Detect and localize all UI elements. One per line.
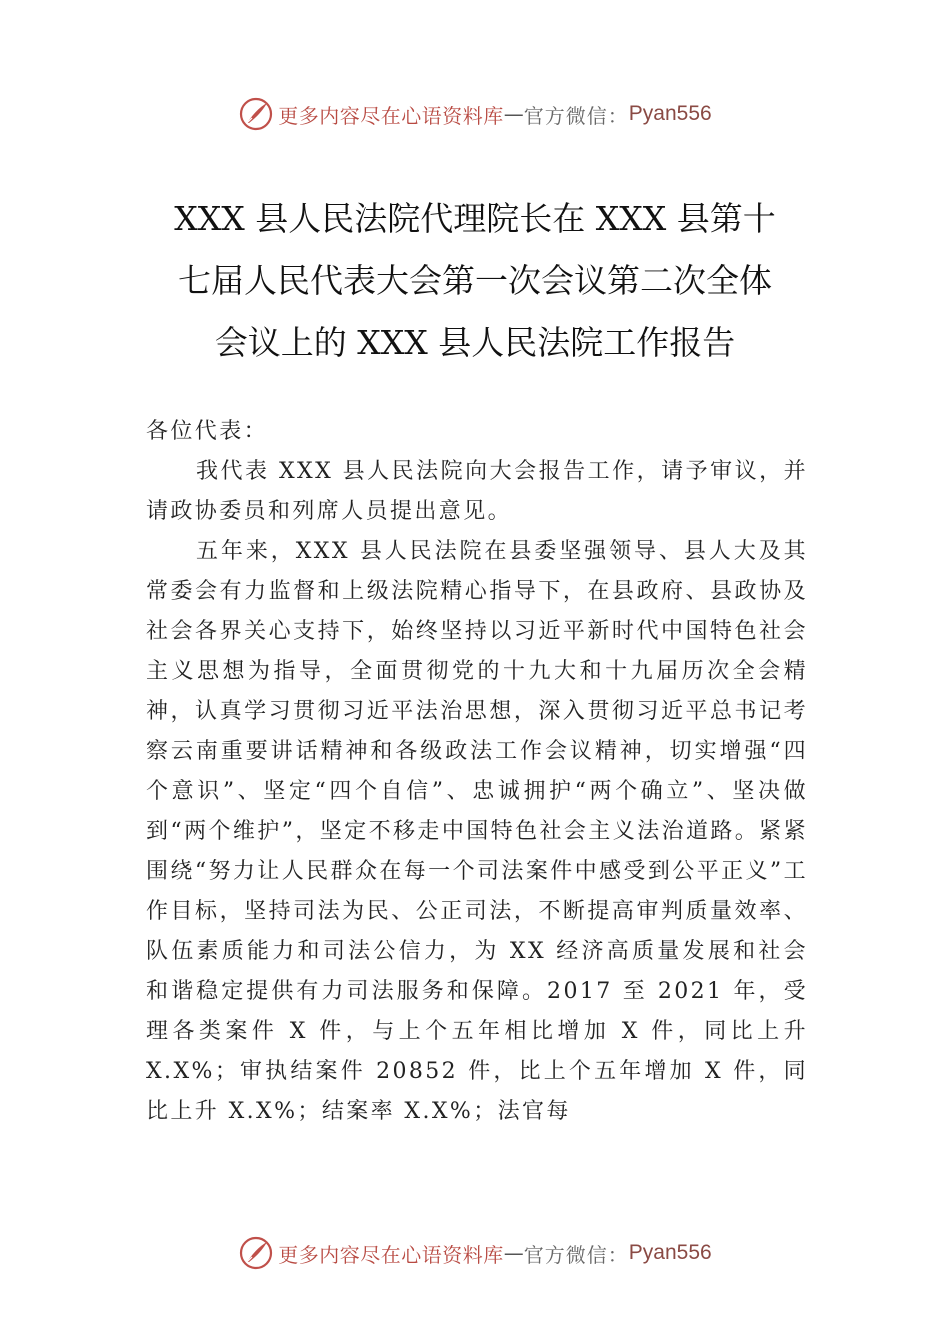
banner-wechat-id: Pyan556	[628, 1241, 712, 1264]
paragraph-2: 五年来，XXX 县人民法院在县委坚强领导、县人大及其常委会有力监督和上级法院精心指导下，在县政府、县政协及社会各界关心支持下，始终坚持以习近平新时代中国特色社会主义思想为指导，全面贯彻党的十九大和十九届历次全会精神，认真学习贯彻习近平法治思想，深入贯彻习近平总书记考察云南重要讲话精神和各级政法工作会议精神，切实增强“四个意识”、坚定“四个自信”、忠诚拥护“两个确立”、坚决做到“两个维护”，坚定不移走中国特色社会主义法治道路。紧紧围绕“努力让人民群众在每一个司法案件中感受到公平正义”工作目标，坚持司法为民、公正司法，不断提高审判质量效率、队伍素质能力和司法公信力，为 XX 经济高质量发展和社会和谐稳定提供有力司法服务和保障。2017 至 2021 年，受理各类案件 X 件，与上个五年相比增加 X 件，同比上升 X.X%；审执结案件 20852 件，比上个五年增加 X 件，同比上升 X.X%；结案率 X.X%；法官每	[146, 539, 808, 1124]
banner-separator: —	[503, 1241, 524, 1265]
banner-wechat-label: 官方微信：	[523, 103, 629, 128]
document-body	[146, 412, 808, 1132]
banner-text: 更多内容尽在心语资料库	[278, 1242, 504, 1267]
banner-separator: —	[503, 102, 524, 126]
salutation: 各位代表：	[146, 419, 269, 444]
title-line-2: 七届人民代表大会第一次会议第二次全体	[178, 261, 772, 300]
banner-text: 更多内容尽在心语资料库	[278, 103, 504, 128]
footer-banner	[0, 1233, 950, 1273]
quill-logo-icon	[238, 96, 274, 132]
document-title	[100, 188, 850, 374]
banner-wechat-id: Pyan556	[628, 102, 712, 125]
paragraph-1: 我代表 XXX 县人民法院向大会报告工作，请予审议，并请政协委员和列席人员提出意见。	[146, 459, 808, 524]
banner-wechat-label: 官方微信：	[523, 1242, 629, 1267]
title-line-3: 会议上的 XXX 县人民法院工作报告	[214, 323, 736, 362]
title-line-1: XXX 县人民法院代理院长在 XXX 县第十	[174, 199, 776, 238]
header-banner	[0, 94, 950, 134]
quill-logo-icon	[238, 1235, 274, 1271]
